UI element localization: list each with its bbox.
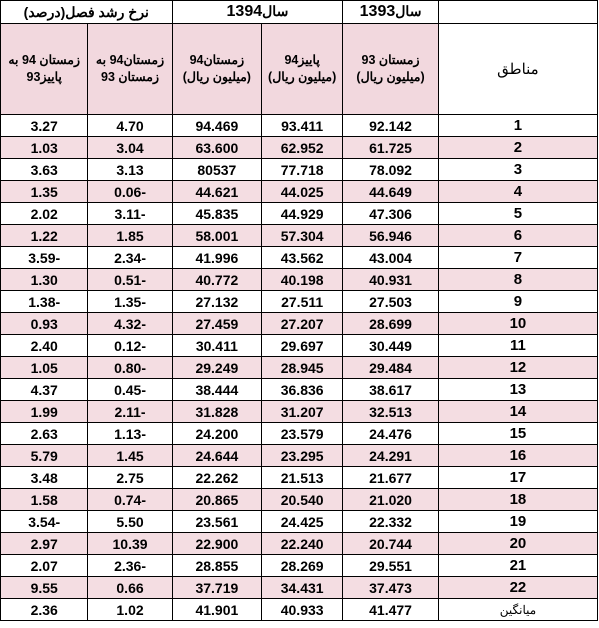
winter94-cell: 58.001: [172, 225, 261, 247]
growth-qoq-cell: 2.40: [1, 335, 88, 357]
table-row: [1, 511, 598, 533]
growth-qoq-cell: 5.79: [1, 445, 88, 467]
region-cell: 9: [438, 291, 597, 313]
table-row: [1, 577, 598, 599]
autumn94-cell: 36.836: [262, 379, 343, 401]
region-cell: 14: [438, 401, 597, 423]
winter93-cell: 92.142: [343, 115, 439, 137]
autumn94-cell: 57.304: [262, 225, 343, 247]
growth-qoq-cell: 4.37: [1, 379, 88, 401]
winter93-cell: 78.092: [343, 159, 439, 181]
table-row: [1, 489, 598, 511]
winter93-cell: 56.946: [343, 225, 439, 247]
winter93-cell: 61.725: [343, 137, 439, 159]
autumn94-cell: 28.269: [262, 555, 343, 577]
growth-qoq-cell: 0.93: [1, 313, 88, 335]
winter94-cell: 94.469: [172, 115, 261, 137]
autumn94-cell: 23.295: [262, 445, 343, 467]
winter94-cell: 45.835: [172, 203, 261, 225]
region-cell: 11: [438, 335, 597, 357]
region-cell: 18: [438, 489, 597, 511]
growth-qoq-cell: 1.58: [1, 489, 88, 511]
growth-yoy-cell: -2.34: [88, 247, 172, 269]
year-1393-header: [343, 1, 439, 24]
growth-yoy-cell: -3.11: [88, 203, 172, 225]
region-cell: 22: [438, 577, 597, 599]
year-1394-header: [172, 1, 343, 24]
winter93-cell: 38.617: [343, 379, 439, 401]
winter93-cell: 32.513: [343, 401, 439, 423]
autumn94-cell: 31.207: [262, 401, 343, 423]
growth-qoq-cell: 3.63: [1, 159, 88, 181]
winter94-cell: 40.772: [172, 269, 261, 291]
growth-rate-header: نرخ رشد فصل(درصد): [1, 1, 173, 24]
winter93-cell: 30.449: [343, 335, 439, 357]
table-row: [1, 291, 598, 313]
growth-yoy-cell: -0.45: [88, 379, 172, 401]
autumn94-cell: 44.929: [262, 203, 343, 225]
growth-yoy-cell: 5.50: [88, 511, 172, 533]
growth-yoy-cell: -0.12: [88, 335, 172, 357]
header-line: (میلیون ریال): [268, 70, 337, 84]
growth-qoq-cell: 2.97: [1, 533, 88, 555]
autumn94-cell: 29.697: [262, 335, 343, 357]
header-line: پاییز93: [26, 70, 62, 84]
table-row: [1, 269, 598, 291]
winter94-cell: 28.855: [172, 555, 261, 577]
table-row: [1, 357, 598, 379]
year-value: 1393: [359, 3, 396, 20]
growth-yoy-cell: -1.13: [88, 423, 172, 445]
growth-yoy-cell: 1.02: [88, 599, 172, 621]
winter94-cell: 22.262: [172, 467, 261, 489]
region-cell: 2: [438, 137, 597, 159]
region-cell: 12: [438, 357, 597, 379]
growth-yoy-cell: 2.75: [88, 467, 172, 489]
year-value: 1394: [226, 3, 263, 20]
growth-yoy-cell: -1.35: [88, 291, 172, 313]
growth-yoy-column-header: [88, 24, 172, 115]
growth-yoy-cell: -0.80: [88, 357, 172, 379]
winter94-cell: 20.865: [172, 489, 261, 511]
winter93-cell: 44.649: [343, 181, 439, 203]
region-cell: 19: [438, 511, 597, 533]
table-row: [1, 335, 598, 357]
table-row: [1, 181, 598, 203]
table-row: [1, 445, 598, 467]
growth-yoy-cell: -2.11: [88, 401, 172, 423]
growth-yoy-cell: 4.70: [88, 115, 172, 137]
winter93-cell: 40.931: [343, 269, 439, 291]
table-body: [1, 115, 598, 621]
region-cell: 10: [438, 313, 597, 335]
growth-yoy-cell: -0.74: [88, 489, 172, 511]
growth-qoq-column-header: [1, 24, 88, 115]
winter94-cell: 22.900: [172, 533, 261, 555]
winter93-cell: 24.291: [343, 445, 439, 467]
table-row: [1, 423, 598, 445]
header-line: (میلیون ریال): [356, 70, 425, 84]
growth-yoy-cell: -0.06: [88, 181, 172, 203]
growth-yoy-cell: -0.51: [88, 269, 172, 291]
winter94-cell: 29.249: [172, 357, 261, 379]
autumn94-column-header: [262, 24, 343, 115]
table-row: [1, 203, 598, 225]
region-cell: 5: [438, 203, 597, 225]
winter93-column-header: [343, 24, 439, 115]
growth-qoq-cell: 1.35: [1, 181, 88, 203]
header-row-years: [1, 1, 598, 24]
winter93-cell: 21.020: [343, 489, 439, 511]
autumn94-cell: 62.952: [262, 137, 343, 159]
header-line: پاییز94: [284, 53, 320, 67]
growth-qoq-cell: -3.54: [1, 511, 88, 533]
year-label: سال: [395, 3, 422, 19]
table-row: [1, 313, 598, 335]
year-label: سال: [262, 3, 289, 19]
growth-qoq-cell: -1.38: [1, 291, 88, 313]
growth-yoy-cell: 0.66: [88, 577, 172, 599]
region-cell: 16: [438, 445, 597, 467]
winter93-cell: 37.473: [343, 577, 439, 599]
autumn94-cell: 28.945: [262, 357, 343, 379]
region-cell: 13: [438, 379, 597, 401]
growth-yoy-cell: 1.85: [88, 225, 172, 247]
autumn94-cell: 34.431: [262, 577, 343, 599]
autumn94-cell: 93.411: [262, 115, 343, 137]
header-blank-cell: [438, 1, 597, 24]
table-row: [1, 247, 598, 269]
growth-qoq-cell: 1.22: [1, 225, 88, 247]
winter94-cell: 24.644: [172, 445, 261, 467]
region-cell: 1: [438, 115, 597, 137]
table-row: [1, 137, 598, 159]
header-line: زمستان 93: [101, 70, 160, 84]
winter93-cell: 29.551: [343, 555, 439, 577]
growth-yoy-cell: 1.45: [88, 445, 172, 467]
autumn94-cell: 27.511: [262, 291, 343, 313]
region-cell: 17: [438, 467, 597, 489]
winter93-cell: 22.332: [343, 511, 439, 533]
growth-qoq-cell: 1.99: [1, 401, 88, 423]
autumn94-cell: 40.198: [262, 269, 343, 291]
winter94-cell: 37.719: [172, 577, 261, 599]
winter93-cell: 47.306: [343, 203, 439, 225]
header-line: زمستان94 به: [95, 53, 165, 67]
autumn94-cell: 21.513: [262, 467, 343, 489]
growth-qoq-cell: -3.59: [1, 247, 88, 269]
autumn94-cell: 27.207: [262, 313, 343, 335]
autumn94-cell: 20.540: [262, 489, 343, 511]
table-row: [1, 159, 598, 181]
winter93-cell: 21.677: [343, 467, 439, 489]
growth-yoy-cell: -4.32: [88, 313, 172, 335]
winter93-cell: 43.004: [343, 247, 439, 269]
growth-qoq-cell: 2.02: [1, 203, 88, 225]
winter94-cell: 63.600: [172, 137, 261, 159]
winter94-cell: 24.200: [172, 423, 261, 445]
table-row: [1, 467, 598, 489]
winter94-column-header: [172, 24, 261, 115]
header-line: زمستان 94 به: [8, 53, 81, 67]
winter93-cell: 24.476: [343, 423, 439, 445]
header-line: زمستان94: [189, 53, 245, 67]
growth-yoy-cell: 3.04: [88, 137, 172, 159]
region-cell: 3: [438, 159, 597, 181]
winter93-cell: 29.484: [343, 357, 439, 379]
region-cell: 7: [438, 247, 597, 269]
region-cell: 20: [438, 533, 597, 555]
growth-yoy-cell: 3.13: [88, 159, 172, 181]
growth-qoq-cell: 2.36: [1, 599, 88, 621]
autumn94-cell: 24.425: [262, 511, 343, 533]
table-row: [1, 379, 598, 401]
autumn94-cell: 22.240: [262, 533, 343, 555]
average-row: [1, 599, 598, 621]
growth-yoy-cell: -2.36: [88, 555, 172, 577]
winter94-cell: 80537: [172, 159, 261, 181]
winter93-cell: 41.477: [343, 599, 439, 621]
growth-qoq-cell: 2.07: [1, 555, 88, 577]
winter94-cell: 27.459: [172, 313, 261, 335]
winter94-cell: 44.621: [172, 181, 261, 203]
growth-qoq-cell: 1.05: [1, 357, 88, 379]
growth-yoy-cell: 10.39: [88, 533, 172, 555]
winter93-cell: 20.744: [343, 533, 439, 555]
header-line: (میلیون ریال): [182, 70, 251, 84]
header-line: زمستان 93: [361, 53, 420, 67]
winter94-cell: 27.132: [172, 291, 261, 313]
table-row: [1, 115, 598, 137]
growth-qoq-cell: 3.48: [1, 467, 88, 489]
growth-qoq-cell: 2.63: [1, 423, 88, 445]
region-cell: 21: [438, 555, 597, 577]
header-row-columns: [1, 24, 598, 115]
table-row: [1, 533, 598, 555]
winter94-cell: 31.828: [172, 401, 261, 423]
growth-qoq-cell: 1.30: [1, 269, 88, 291]
growth-qoq-cell: 1.03: [1, 137, 88, 159]
region-cell: 8: [438, 269, 597, 291]
table-row: [1, 401, 598, 423]
winter94-cell: 41.901: [172, 599, 261, 621]
table-row: [1, 225, 598, 247]
autumn94-cell: 40.933: [262, 599, 343, 621]
winter93-cell: 27.503: [343, 291, 439, 313]
winter94-cell: 30.411: [172, 335, 261, 357]
autumn94-cell: 23.579: [262, 423, 343, 445]
growth-qoq-cell: 9.55: [1, 577, 88, 599]
regions-column-header: مناطق: [438, 24, 597, 115]
region-cell: 4: [438, 181, 597, 203]
winter93-cell: 28.699: [343, 313, 439, 335]
autumn94-cell: 77.718: [262, 159, 343, 181]
average-label-cell: میانگین: [438, 599, 597, 621]
region-cell: 15: [438, 423, 597, 445]
region-cell: 6: [438, 225, 597, 247]
autumn94-cell: 43.562: [262, 247, 343, 269]
autumn94-cell: 44.025: [262, 181, 343, 203]
winter94-cell: 23.561: [172, 511, 261, 533]
winter94-cell: 38.444: [172, 379, 261, 401]
winter94-cell: 41.996: [172, 247, 261, 269]
table-row: [1, 555, 598, 577]
growth-qoq-cell: 3.27: [1, 115, 88, 137]
